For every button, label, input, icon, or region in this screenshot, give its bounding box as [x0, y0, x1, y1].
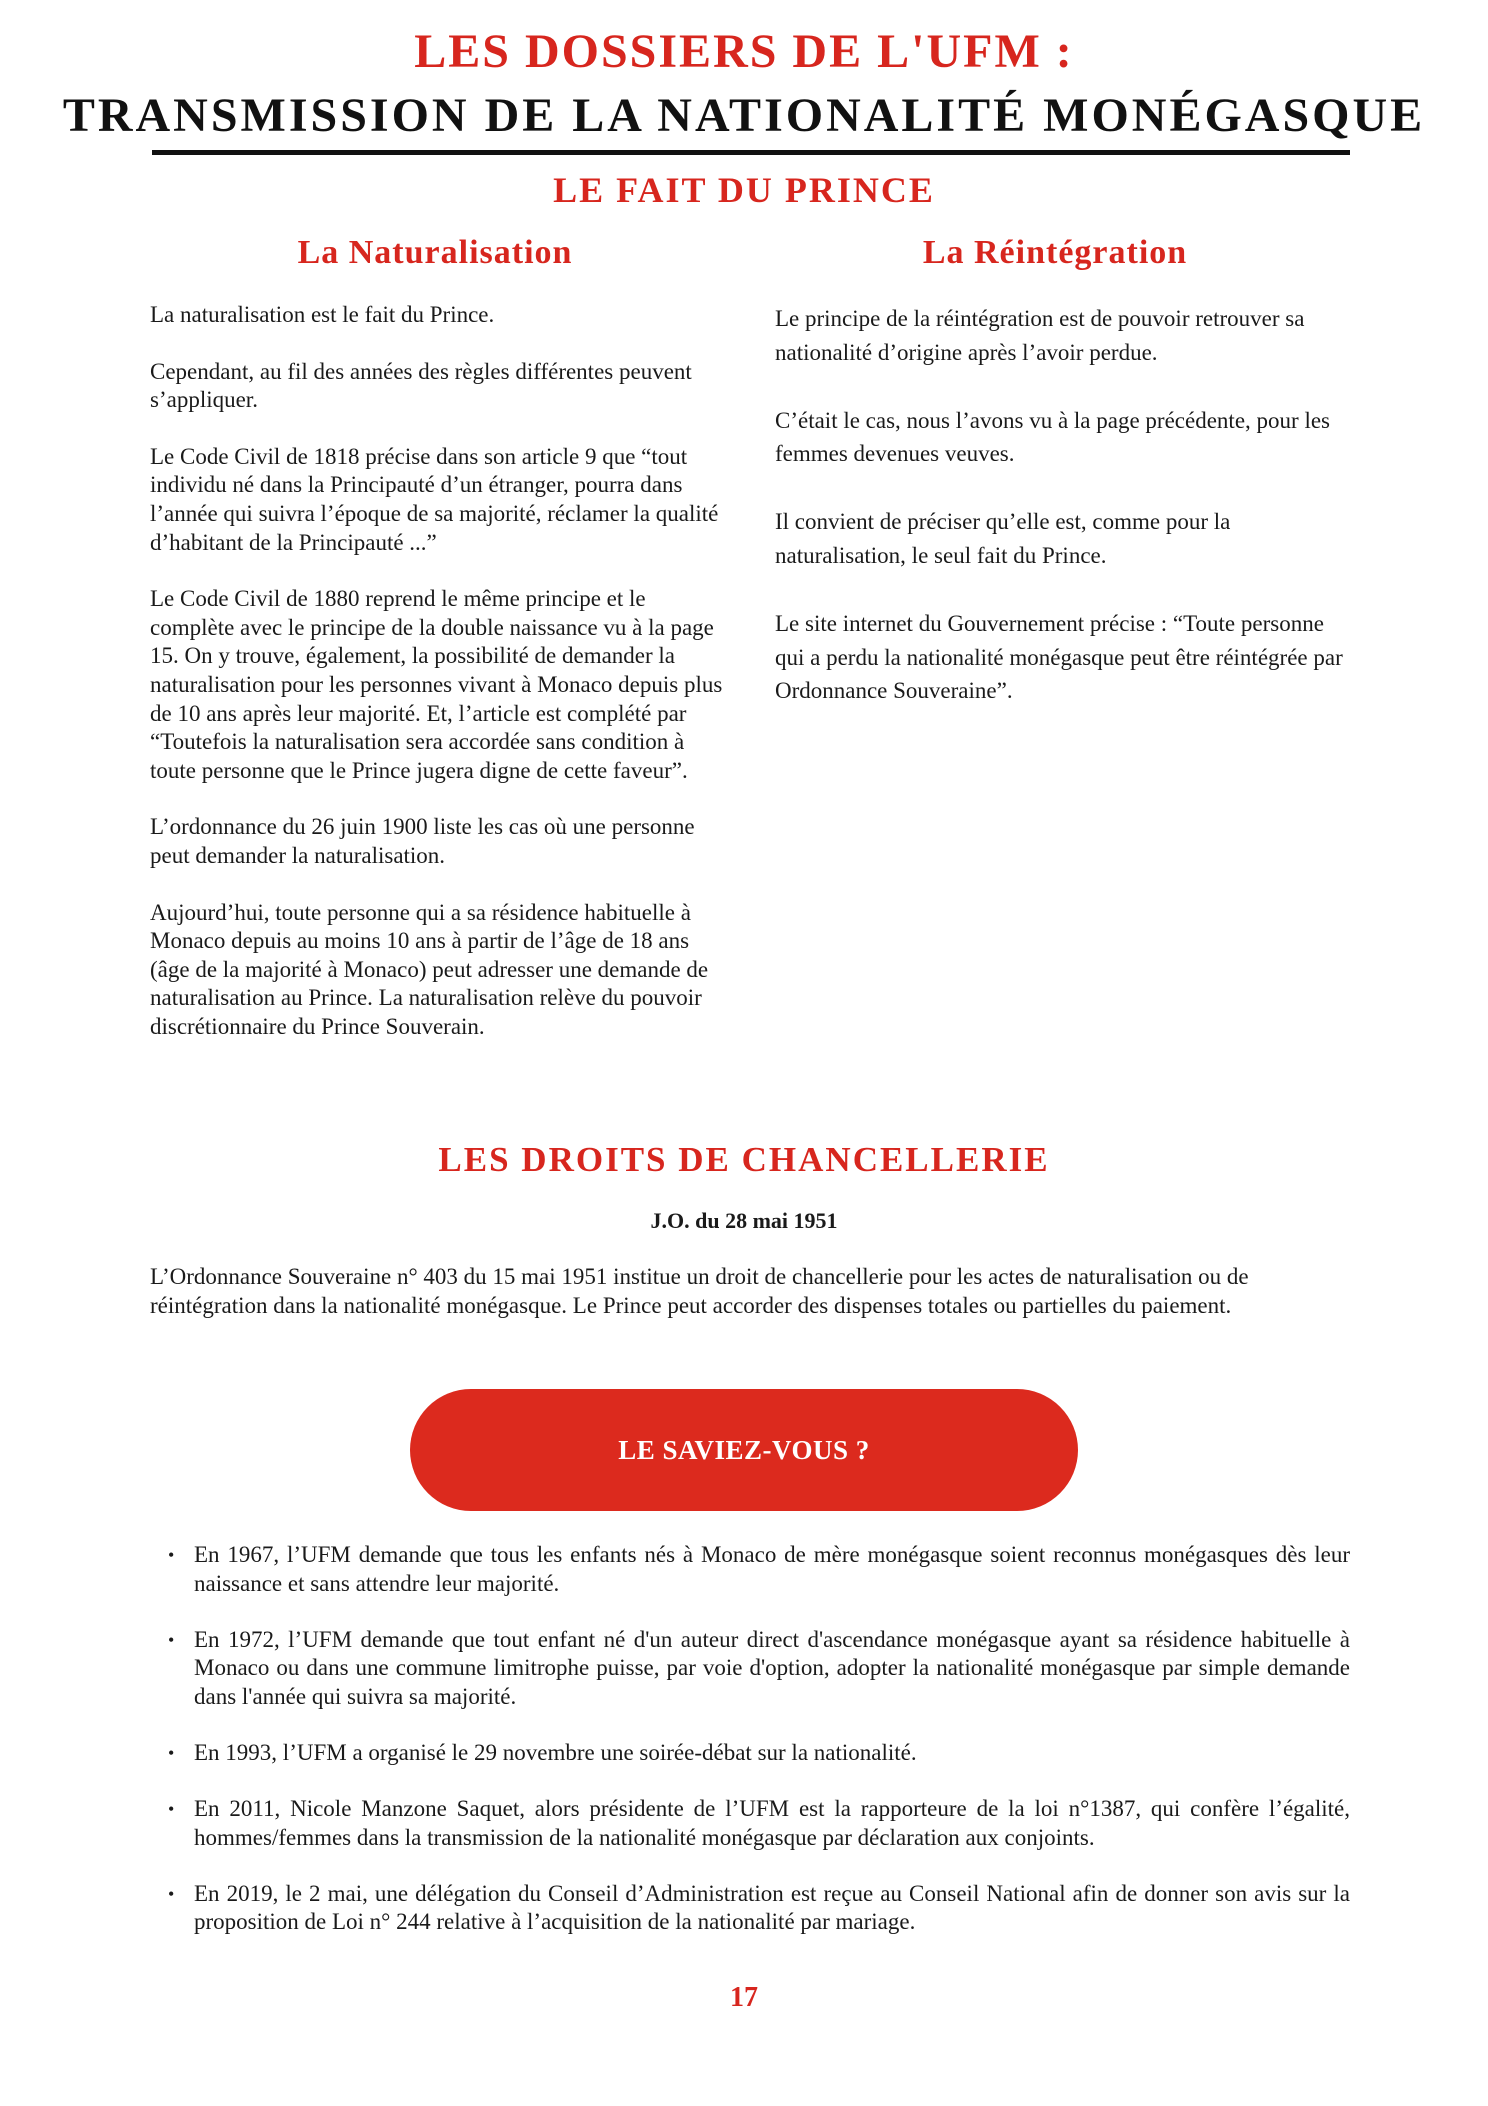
list-item [150, 1626, 1350, 1712]
section-heading-fait-du-prince: LE FAIT DU PRINCE [553, 170, 935, 210]
list-item [150, 1541, 1350, 1598]
bullet-icon: • [168, 1799, 175, 1820]
reintegration-column [775, 302, 1350, 742]
naturalisation-paragraph: Aujourd’hui, toute personne qui a sa résidence habituelle à Monaco depuis au moins 10 ans à partir de l’âge de 18 ans (âge de la majorité à Monaco) peut adresser une demande de naturalisation au Prince. La naturalisation relève du pouvoir discrétionnaire du Prince Souverain. [150, 899, 709, 1039]
column-heading-reintegration: La Réintégration [922, 234, 1188, 271]
naturalisation-paragraph: Cependant, au fil des années des règles différentes peuvent s’appliquer. [150, 358, 692, 413]
bullet-icon: • [168, 1742, 175, 1763]
naturalisation-paragraph: La naturalisation est le fait du Prince. [150, 302, 495, 327]
page-number: 17 [730, 1982, 758, 2013]
reintegration-paragraph: Il convient de préciser qu’elle est, comme pour la naturalisation, le seul fait du Prince. [775, 509, 1231, 568]
saviez-vous-list [150, 1541, 1350, 1964]
title-divider [152, 150, 1350, 155]
list-item-text: En 2011, Nicole Manzone Saquet, alors présidente de l’UFM est la rapporteure de la loi n°1387, qui confère l’égalité, hommes/femmes dans la transmission de la nationalité monégasque par déclaration aux conjoints. [194, 1796, 1350, 1850]
list-item [150, 1739, 1350, 1768]
list-item-text: En 1972, l’UFM demande que tout enfant né d'un auteur direct d'ascendance monégasque ayant sa résidence habituelle à Monaco ou dans une commune limitrophe puisse, par voie d'option, adopter la nationalité monégasque par simple demande dans l'année qui suivra sa majorité. [194, 1626, 1350, 1709]
list-item-text: En 2019, le 2 mai, une délégation du Conseil d’Administration est reçue au Conseil National afin de donner son avis sur la proposition de Loi n° 244 relative à l’acquisition de la nationalité par mariage. [194, 1880, 1350, 1935]
chancellerie-paragraph: L’Ordonnance Souveraine n° 403 du 15 mai 1951 institue un droit de chancellerie pour les actes de naturalisation ou de réintégration dans la nationalité monégasque. Le Prince peut accorder des dispenses totales ou partielles du paiement. [150, 1264, 1249, 1318]
naturalisation-paragraph: Le Code Civil de 1818 précise dans son article 9 que “tout individu né dans la Principauté d’un étranger, pourra dans l’année qui suivra l’époque de sa majorité, réclamer la qualité d’habitant de la Principauté ...” [150, 443, 719, 555]
document-title-line2: TRANSMISSION DE LA NATIONALITÉ MONÉGASQUE [62, 89, 1426, 142]
document-title-line1: LES DOSSIERS DE L'UFM : [414, 25, 1074, 78]
bullet-icon: • [168, 1545, 175, 1565]
bullet-icon: • [168, 1629, 175, 1650]
naturalisation-paragraph: Le Code Civil de 1880 reprend le même principe et le complète avec le principe de la double naissance vu à la page 15. On y trouve, également, la possibilité de demander la naturalisation pour les personnes vivant à Monaco depuis plus de 10 ans après leur majorité. Et, l’article est complété par “Toutefois la naturalisation sera accordée sans condition à toute personne que le Prince jugera digne de cette faveur”. [150, 586, 723, 783]
reintegration-paragraph: Le principe de la réintégration est de pouvoir retrouver sa nationalité d’origine après l’avoir perdue. [775, 306, 1305, 365]
journal-officiel-reference: J.O. du 28 mai 1951 [650, 1208, 838, 1233]
reintegration-paragraph: Le site internet du Gouvernement précise : “Toute personne qui a perdu la nationalité monégasque peut être réintégrée par Ordonnance Souveraine”. [775, 610, 1343, 704]
list-item [150, 1880, 1350, 1937]
column-heading-naturalisation: La Naturalisation [297, 234, 573, 271]
naturalisation-paragraph: L’ordonnance du 26 juin 1900 liste les cas où une personne peut demander la naturalisation. [150, 814, 695, 868]
section-heading-droits-de-chancellerie: LES DROITS DE CHANCELLERIE [438, 1140, 1050, 1179]
list-item-text: En 1993, l’UFM a organisé le 29 novembre une soirée-débat sur la nationalité. [194, 1739, 917, 1765]
bullet-icon: • [168, 1883, 175, 1904]
le-saviez-vous-banner: LE SAVIEZ-VOUS ? [410, 1389, 1078, 1511]
list-item-text: En 1967, l’UFM demande que tous les enfants nés à Monaco de mère monégasque soient reconnus monégasques dès leur naissance et sans attendre leur majorité. [194, 1542, 1350, 1596]
reintegration-paragraph: C’était le cas, nous l’avons vu à la page précédente, pour les femmes devenues veuves. [775, 407, 1330, 467]
list-item [150, 1795, 1350, 1852]
naturalisation-column [150, 301, 730, 1069]
